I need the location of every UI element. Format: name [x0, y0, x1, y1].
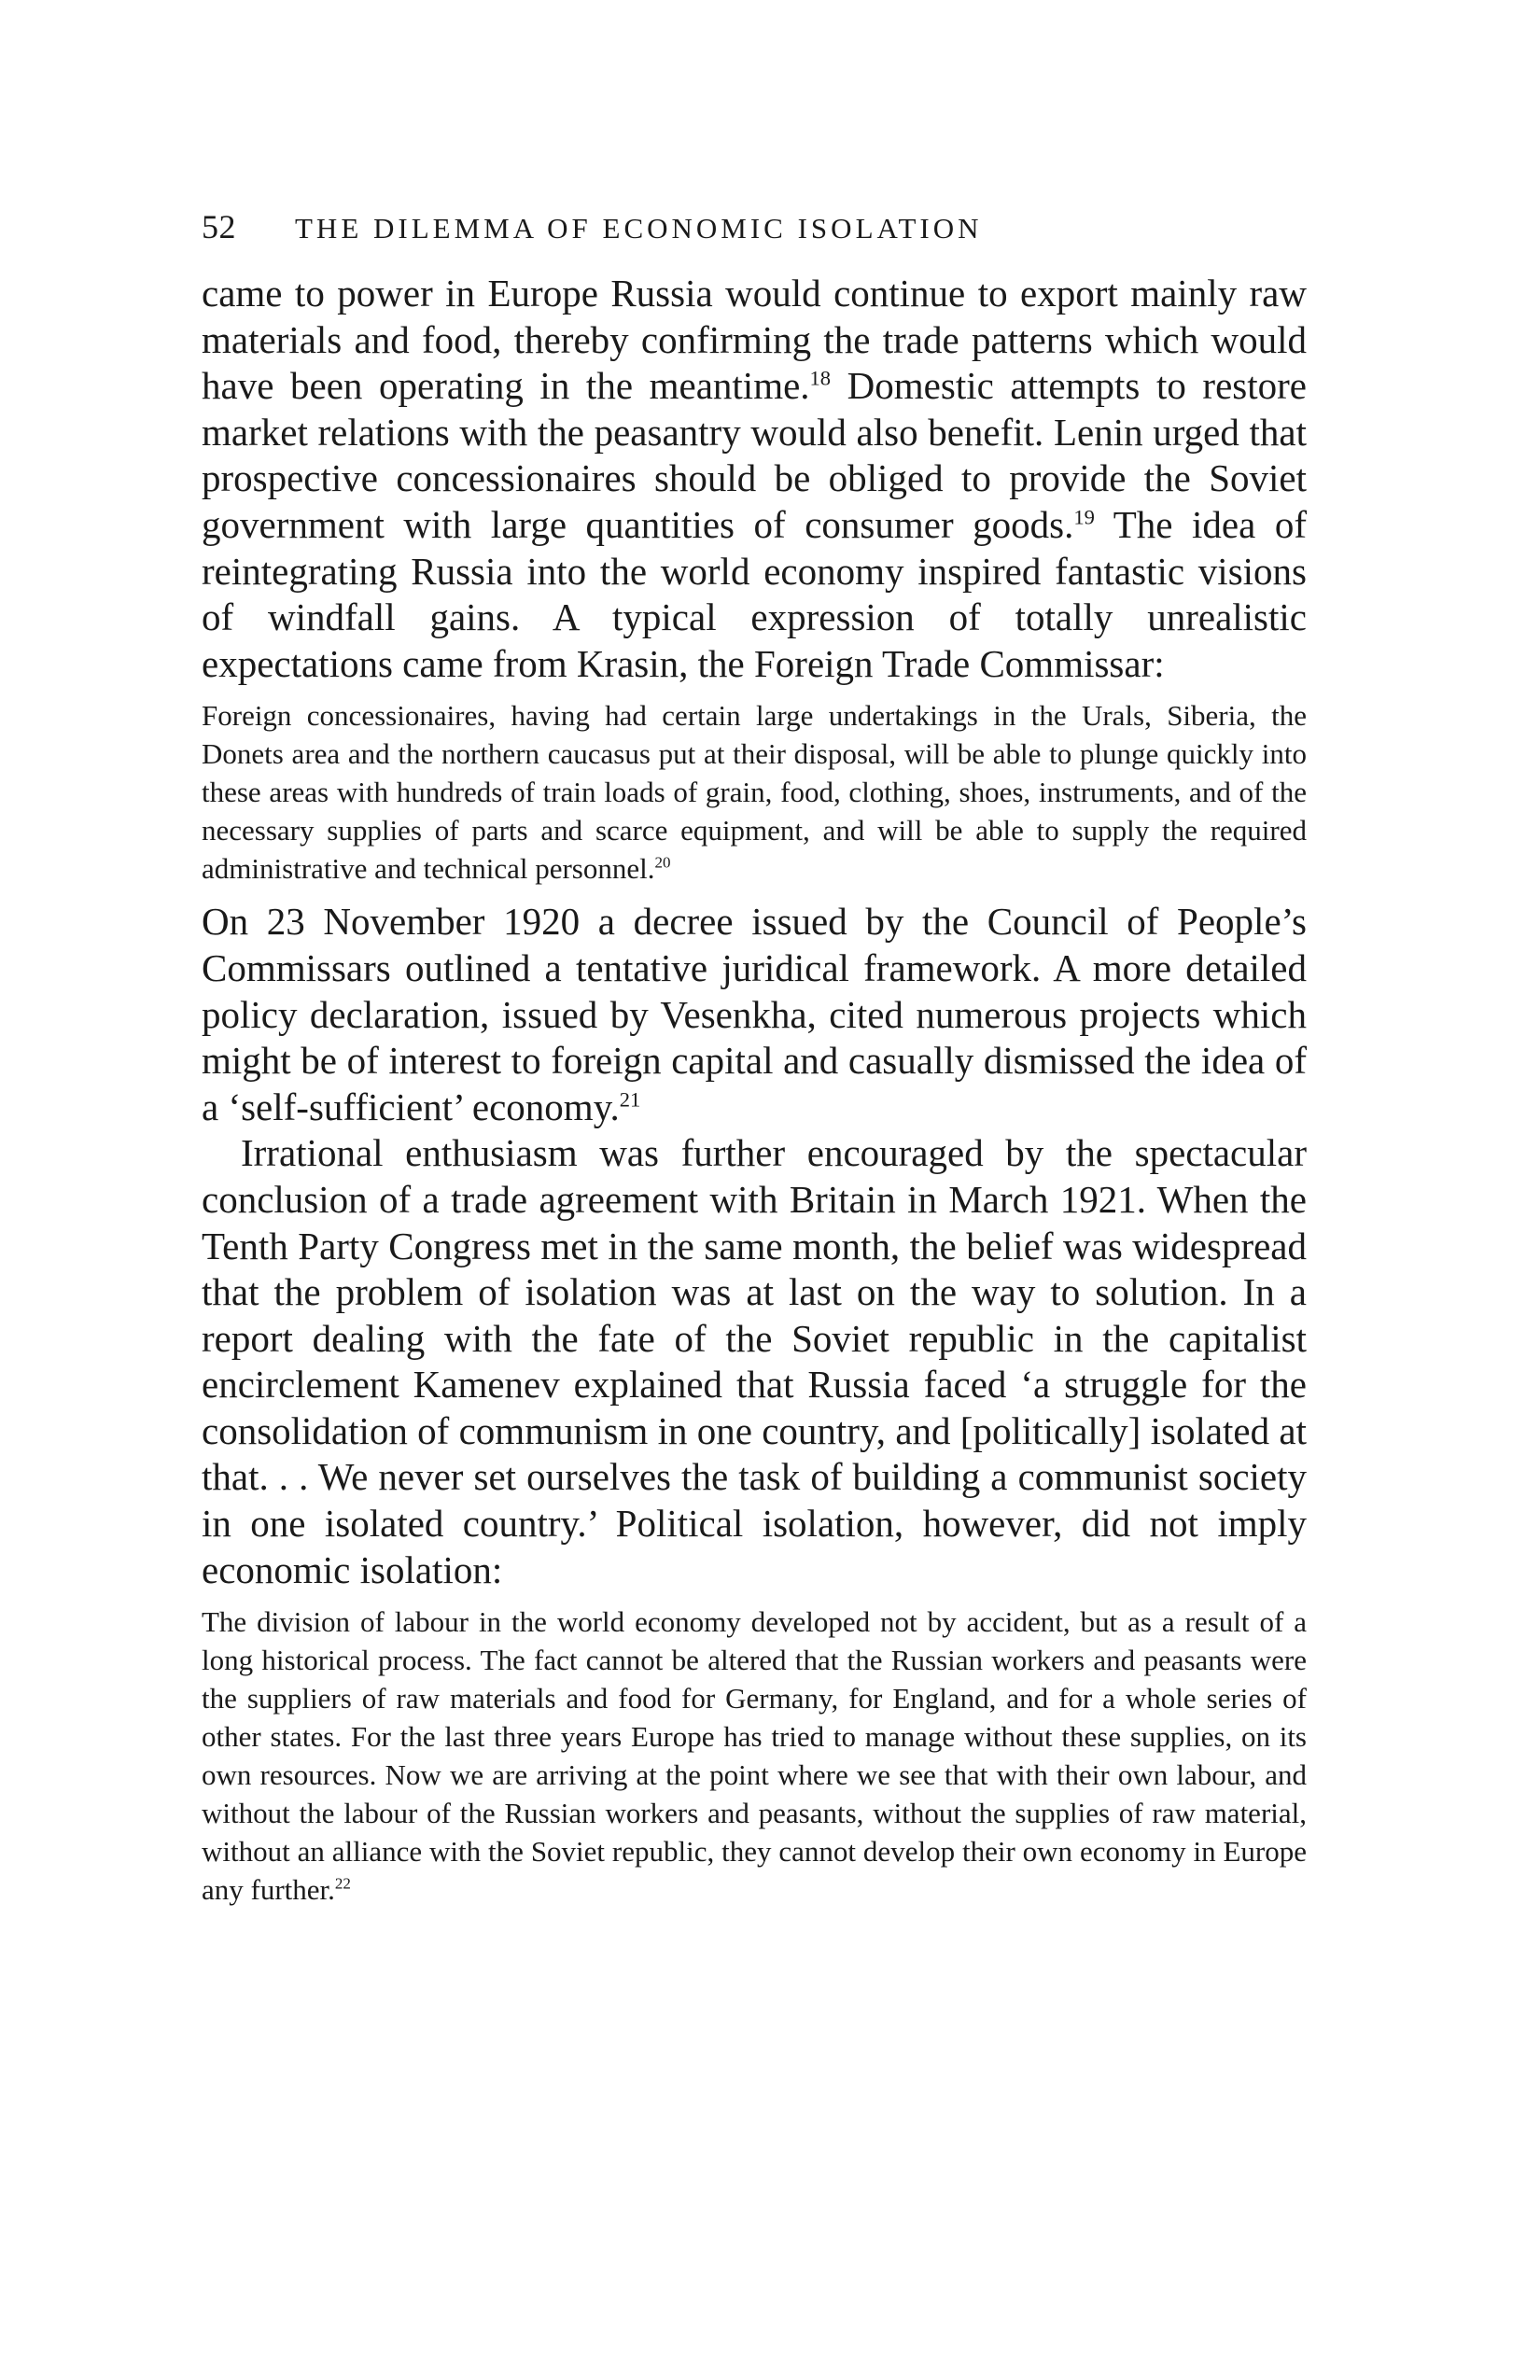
book-page — [202, 207, 1307, 1920]
paragraph-1-text-3: The idea of reintegrating Russia into the world economy inspired fantastic visions of windfall gains. A typical expression of totally unrealistic expectations came from Krasin, the Foreign Trade Commissar: — [202, 502, 1307, 685]
footnote-ref-22: 22 — [334, 1874, 351, 1893]
block-quote-krasin-text: Foreign concessionaires, having had certain large undertakings in the Urals, Siberia, the Donets area and the northern caucasus put at their disposal, will be able to plunge quickly into these areas with hundreds of train loads of grain, food, clothing, shoes, instruments, and of the necessary supplies of parts and scarce equipment, and will be able to supply the required administrative and technical personnel. — [202, 699, 1307, 886]
page-number: 52 — [202, 208, 236, 245]
running-title: THE DILEMMA OF ECONOMIC ISOLATION — [295, 212, 983, 245]
running-head — [202, 207, 1307, 246]
paragraph-3 — [202, 1130, 1307, 1593]
paragraph-3-text: Irrational enthusiasm was further encouraged by the spectacular conclusion of a trade agreement with Britain in March 1921. When the Tenth Party Congress met in the same month, the belief was widespread that the problem of isolation was at last on the way to solution. In a report dealing with the fate of the Soviet republic in the capitalist encirclement Kamenev explained that Russia faced ‘a struggle for the consolidation of communism in one country, and [politically] isolated at that. . . We never set ourselves the task of building a communist society in one isolated country.’ Political isolation, however, did not imply economic isolation: — [202, 1131, 1307, 1591]
paragraph-2 — [202, 899, 1307, 1130]
paragraph-1 — [202, 271, 1307, 687]
footnote-ref-21: 21 — [619, 1087, 641, 1112]
block-quote-krasin — [202, 696, 1307, 888]
footnote-ref-20: 20 — [654, 854, 671, 873]
paragraph-1-text-2: Domestic attempts to restore market relations with the peasantry would also benefit. Lenin urged that prospective concessionaires should be obliged to provide the Soviet government with large quantities of consumer goods. — [202, 364, 1307, 546]
block-quote-kamenev — [202, 1603, 1307, 1909]
block-quote-kamenev-text: The division of labour in the world economy developed not by accident, but as a result of a long historical process. The fact cannot be altered that the Russian workers and peasants were the suppliers of raw materials and food for Germany, for England, and for a whole series of other states. For the last three years Europe has tried to manage without these supplies, on its own resources. Now we are arriving at the point where we see that with their own labour, and without the labour of the Russian workers and peasants, without the supplies of raw material, without an alliance with the Soviet republic, they cannot develop their own economy in Europe any further. — [202, 1605, 1307, 1907]
footnote-ref-18: 18 — [809, 366, 832, 390]
paragraph-2-text: On 23 November 1920 a decree issued by the Council of People’s Commissars outlined a tentative juridical framework. A more detailed policy declaration, issued by Vesenkha, cited numerous projects which might be of interest to foreign capital and casually dismissed the idea of a ‘self-sufficient’ economy. — [202, 900, 1307, 1128]
paragraph-1-text: came to power in Europe Russia would continue to export mainly raw materials and food, thereby confirming the trade patterns which would have been operating in the meantime. — [202, 272, 1307, 408]
footnote-ref-19: 19 — [1073, 505, 1095, 529]
